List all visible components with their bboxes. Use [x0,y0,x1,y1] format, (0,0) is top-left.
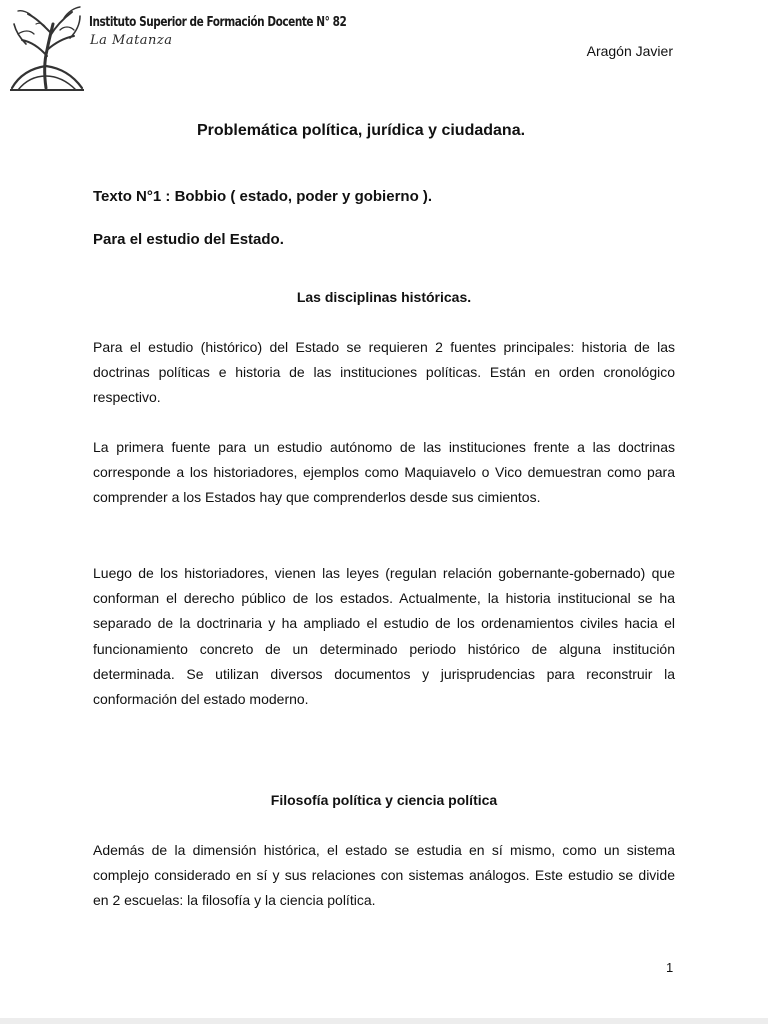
author-name: Aragón Javier [586,43,673,59]
institution-name: Instituto Superior de Formación Docente N° 82 [89,14,347,30]
document-title: Problemática política, jurídica y ciudadana. [196,122,526,139]
study-heading: Para el estudio del Estado. [93,231,284,248]
section-title-political-philosophy: Filosofía política y ciencia política [270,792,498,808]
stylized-figure-logo-icon [6,4,88,92]
text-heading: Texto N°1 : Bobbio ( estado, poder y gobierno ). [93,188,433,205]
paragraph-laws: Luego de los historiadores, vienen las leyes (regulan relación gobernante-gobernado) que conforman el derecho público de los estados. Actualmente, la historia institucional se ha separado de la doctrinaria y ha ampliado el estudio de los ordenamientos civiles hacia el funcionamiento concreto de un determinado periodo histórico de alguna institución determinada. Se utilizan diversos documentos y jurisprudencias para reconstruir la conformación del estado moderno. [93,565,675,708]
paragraph-historical-sources: Para el estudio (histórico) del Estado se requieren 2 fuentes principales: historia de las doctrinas políticas e historia de las instituciones políticas. Están en orden cronológico respectivo. [93,339,675,406]
institution-subtitle: La Matanza [90,33,173,48]
page-bottom-edge [0,1018,768,1024]
page-number: 1 [666,960,674,975]
paragraph-historians: La primera fuente para un estudio autónomo de las instituciones frente a las doctrinas corresponde a los historiadores, ejemplos como Maquiavelo o Vico demuestran como para comprender a los Estados hay que comprenderlos desde sus cimientos. [93,439,675,506]
paragraph-state-system: Además de la dimensión histórica, el estado se estudia en sí mismo, como un sistema complejo considerado en sí y sus relaciones con sistemas análogos. Este estudio se divide en 2 escuelas: la filosofía y la ciencia política. [93,842,675,909]
section-title-historical-disciplines: Las disciplinas históricas. [296,289,472,305]
